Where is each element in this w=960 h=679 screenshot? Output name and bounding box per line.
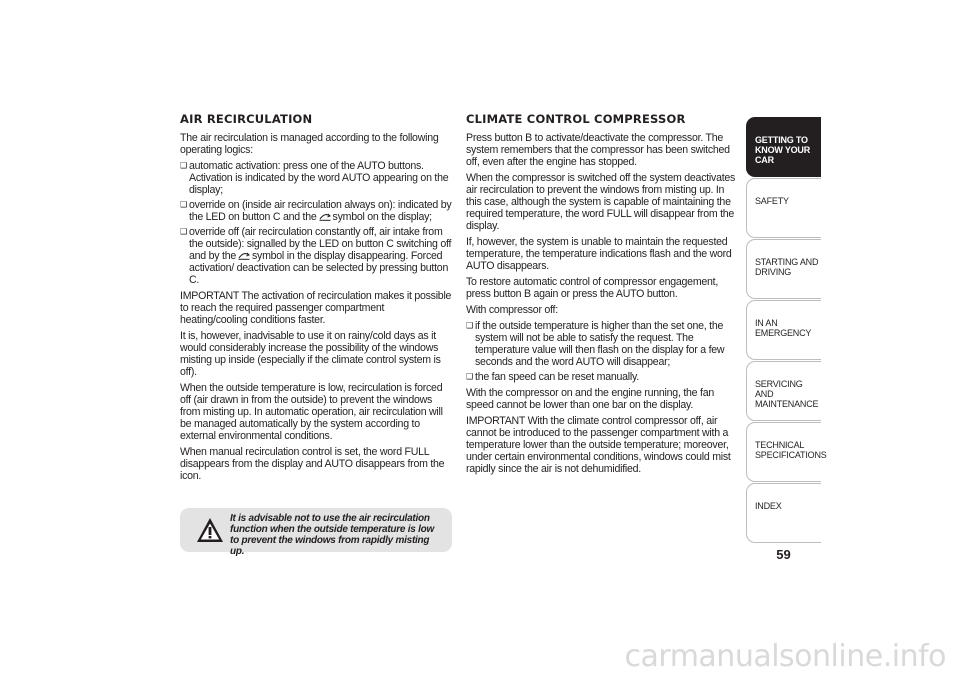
list-item-text: symbol in the display disappearing. Forced activation/ deactivation can be selected by pressing button C.: [189, 250, 449, 286]
chapter-tabs: [746, 117, 827, 544]
body-paragraph: When the outside temperature is low, recirculation is forced off (air drawn in from the outside) to prevent the windows from misting up. In automatic operation, air recirculation will be managed automatically by the system according to external environmental conditions.: [180, 382, 443, 442]
right-column: [466, 112, 738, 479]
body-paragraph: Press button B to activate/deactivate the compressor. The system remembers that the compressor has been switched off, even after the engine has stopped.: [466, 132, 730, 168]
warning-triangle-icon: [196, 517, 224, 543]
intro-paragraph: The air recirculation is managed according to the following operating logics:: [180, 132, 439, 156]
list-item-text: symbol on the display;: [332, 211, 432, 223]
list-item: [466, 371, 738, 383]
list-item: [180, 160, 452, 196]
tab-in-an-emergency[interactable]: IN AN EMERGENCY: [746, 300, 821, 360]
tab-index[interactable]: INDEX: [746, 483, 821, 543]
important-paragraph: IMPORTANT The activation of recirculation makes it possible to reach the required passenger compartment heating/cooling conditions faster.: [180, 290, 452, 326]
list-item-text: automatic activation: press one of the AUTO buttons. Activation is indicated by the word AUTO appearing on the display;: [189, 160, 449, 196]
tab-starting-and-driving[interactable]: STARTING AND DRIVING: [746, 239, 821, 299]
body-paragraph: To restore automatic control of compressor engagement, press button B again or press the AUTO button.: [466, 276, 719, 300]
watermark: carmanualsonline.info: [624, 639, 946, 674]
compressor-off-list: [466, 320, 738, 383]
body-paragraph: It is, however, inadvisable to use it on rainy/cold days as it would considerably increase the possibility of the windows misting up inside (especially if the climate control system is off).: [180, 330, 441, 378]
body-paragraph: With the compressor on and the engine running, the fan speed cannot be lower than one bar on the display.: [466, 387, 714, 411]
list-item: [466, 320, 738, 368]
section-heading-air-recirculation: AIR RECIRCULATION: [180, 112, 313, 126]
warning-text: It is advisable not to use the air recirculation function when the outside temperature is low to prevent the windows from rapidly misting up.: [230, 513, 435, 557]
tab-technical-specifications[interactable]: TECHNICAL SPECIFICATIONS: [746, 422, 821, 482]
recirculation-symbol-icon: [238, 252, 250, 260]
important-paragraph: IMPORTANT With the climate control compressor off, air cannot be introduced to the passenger compartment with a temperature lower than the outside temperature; moreover, under certain environmental conditions, windows could mist rapidly since the air is not dehumidified.: [466, 415, 731, 475]
list-item-text: override on (inside air recirculation always on): indicated by the LED on button C and the: [189, 199, 452, 223]
body-paragraph: When manual recirculation control is set, the word FULL disappears from the display and AUTO disappears from the icon.: [180, 446, 445, 482]
body-paragraph: If, however, the system is unable to maintain the requested temperature, the temperature indications flash and the word AUTO disappears.: [466, 236, 732, 272]
left-column: [180, 112, 452, 557]
list-item-text: the fan speed can be reset manually.: [475, 371, 639, 383]
section-heading-climate-control-compressor: CLIMATE CONTROL COMPRESSOR: [466, 112, 686, 126]
page-number: 59: [776, 547, 791, 562]
tab-servicing-and-maintenance[interactable]: SERVICING AND MAINTENANCE: [746, 361, 821, 421]
list-item: [180, 199, 452, 223]
list-item-text: if the outside temperature is higher than the set one, the system will not be able to satisfy the request. The temperature value will then flash on the display for a few seconds and the word AUTO will disappear;: [475, 320, 725, 368]
recirculation-symbol-icon: [319, 213, 331, 221]
recirculation-logic-list: [180, 160, 452, 286]
body-paragraph: When the compressor is switched off the system deactivates air recirculation to prevent the windows from misting up. In this case, although the system is capable of maintaining the required temperature, the word FULL will disappear from the display.: [466, 172, 736, 232]
tab-getting-to-know-your-car[interactable]: GETTING TO KNOW YOUR CAR: [746, 117, 821, 177]
body-paragraph: With compressor off:: [466, 304, 558, 316]
warning-box: [180, 508, 452, 557]
list-item: [180, 226, 452, 286]
tab-safety[interactable]: SAFETY: [746, 178, 821, 238]
list-item-text: override off (air recirculation constantly off, air intake from the outside): signalled by the LED on button C switching off and by the: [189, 226, 452, 262]
